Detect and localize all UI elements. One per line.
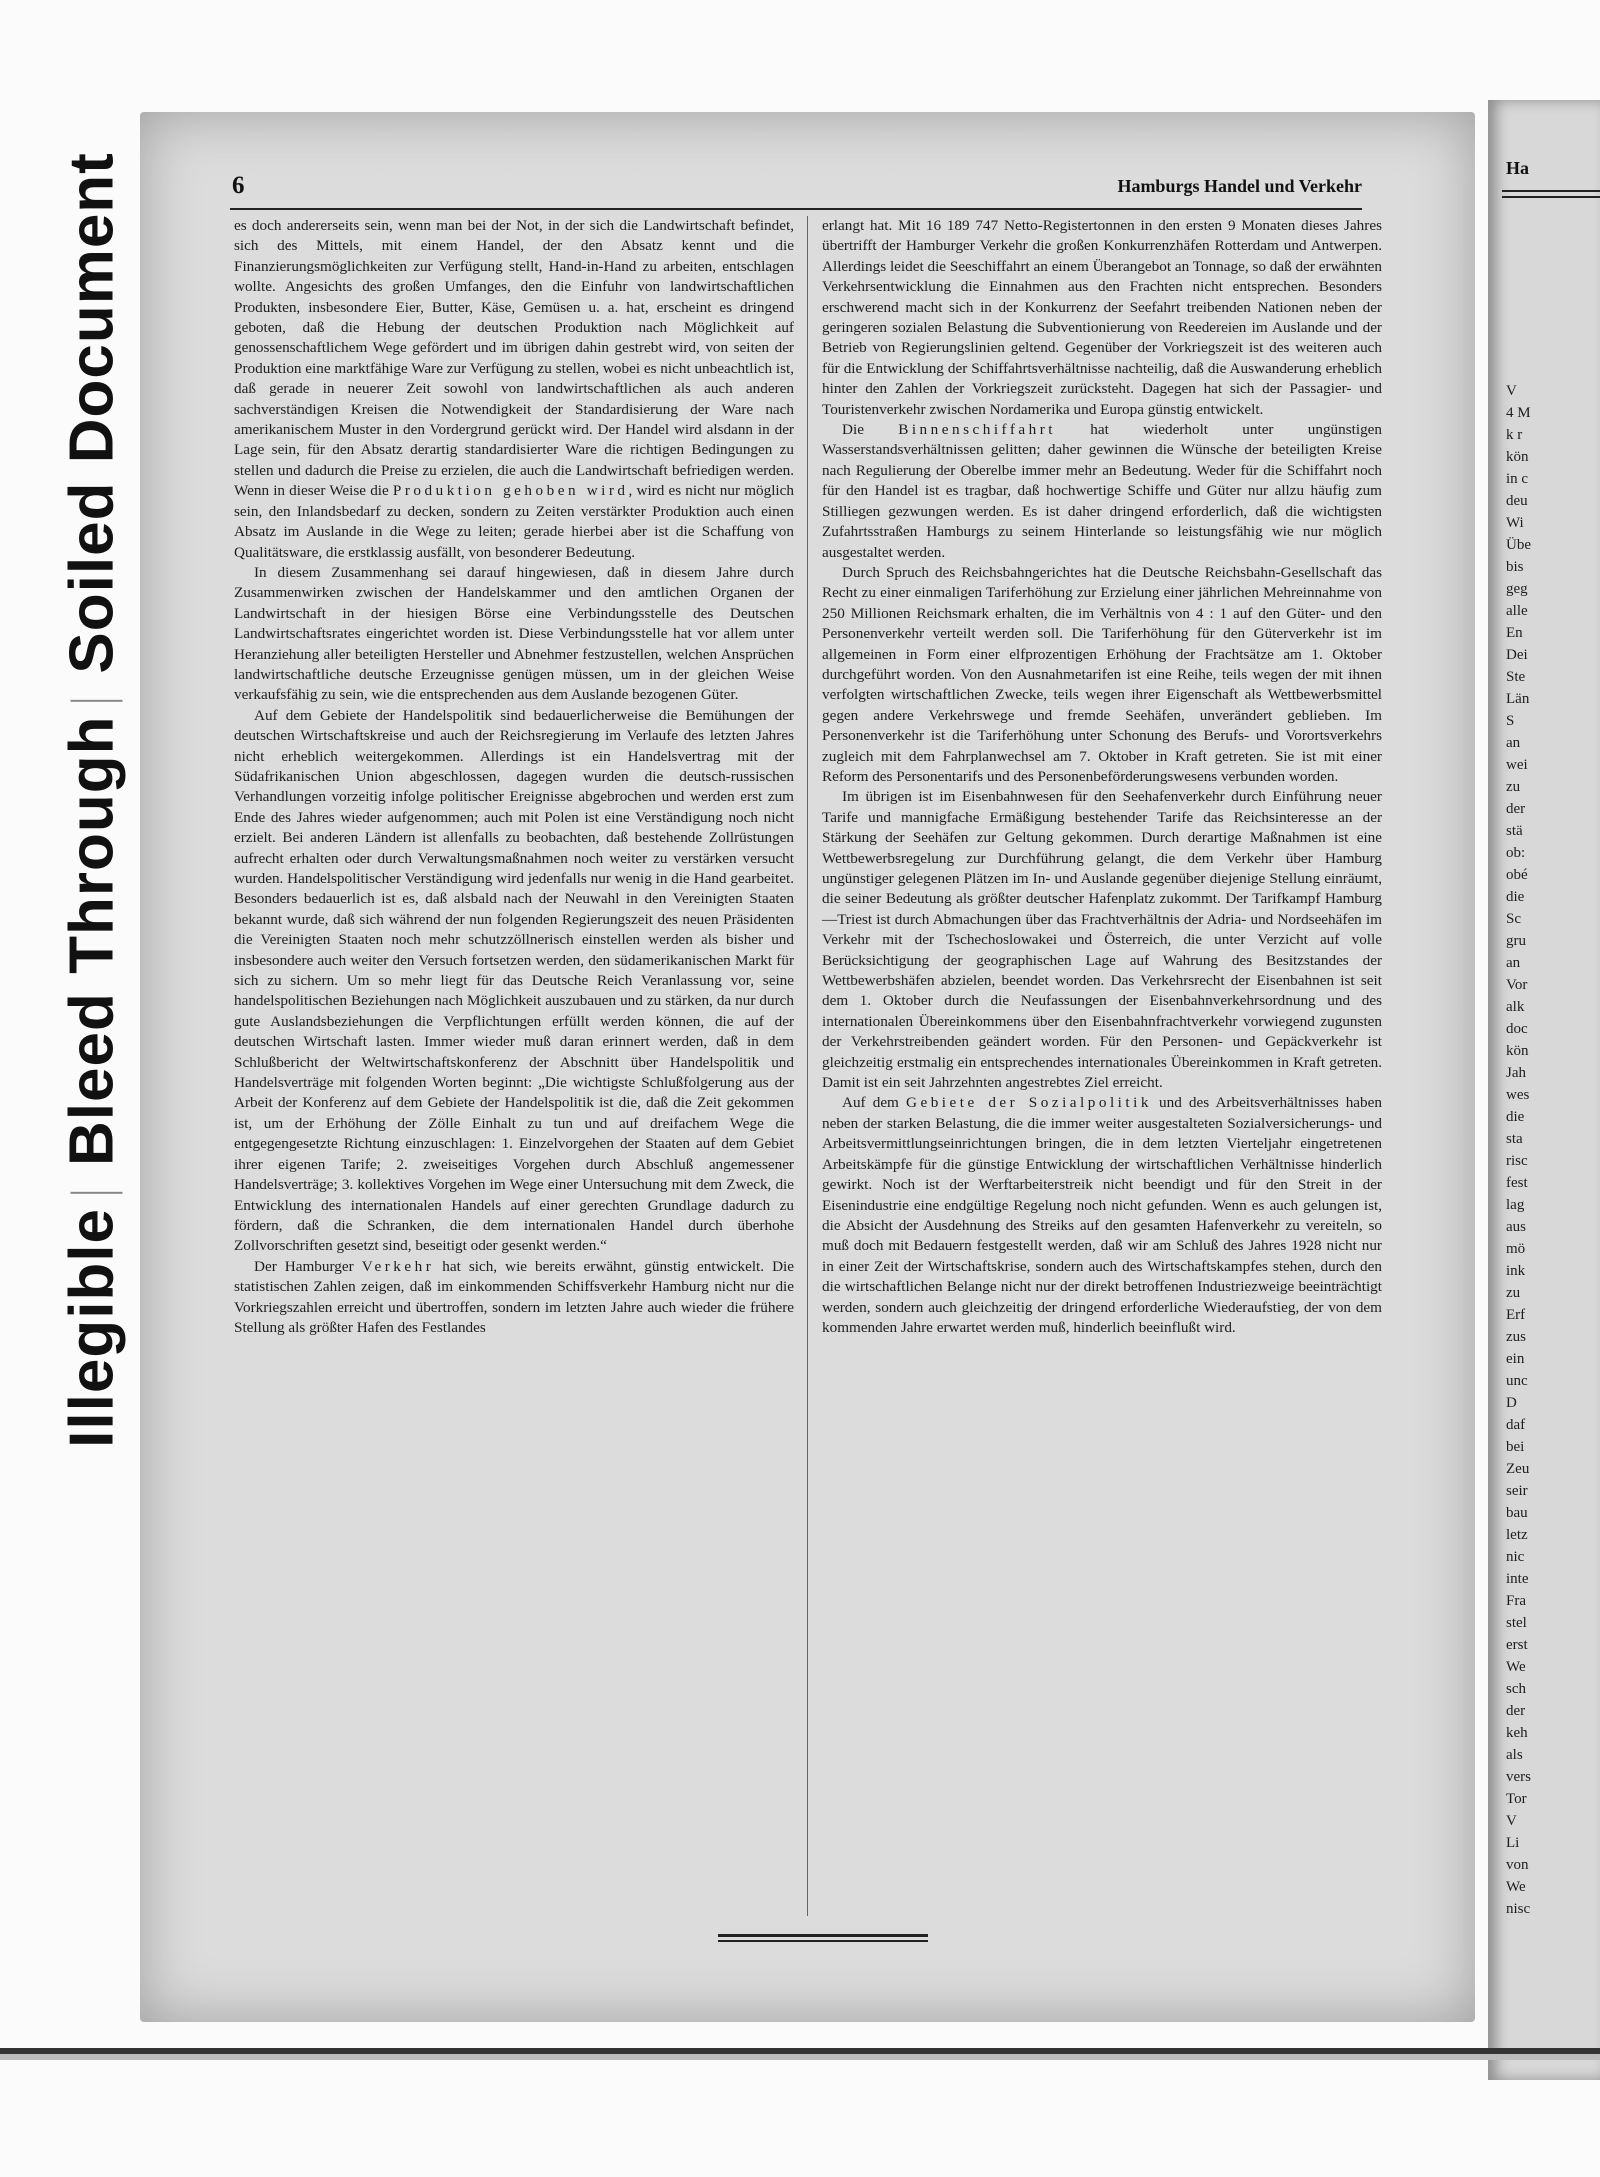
page-number: 6 — [232, 172, 245, 199]
adjacent-line-fragment: inte — [1506, 1571, 1529, 1587]
adjacent-line-fragment: alle — [1506, 603, 1528, 619]
adjacent-line-fragment: geg — [1506, 581, 1528, 597]
adjacent-line-fragment: der — [1506, 1703, 1526, 1719]
paragraph — [822, 420, 1382, 563]
adjacent-line-fragment: kön — [1506, 1043, 1529, 1059]
adjacent-line-fragment: die — [1506, 889, 1525, 905]
adjacent-line-fragment: Vor — [1506, 977, 1528, 993]
adjacent-line-fragment: ob: — [1506, 845, 1526, 861]
adjacent-line-fragment: erst — [1506, 1637, 1528, 1653]
paragraph — [822, 1093, 1382, 1338]
label-separator — [70, 688, 122, 702]
adjacent-line-fragment: We — [1506, 1879, 1526, 1895]
adjacent-line-fragment: Dei — [1506, 647, 1528, 663]
paragraph-text: Auf dem — [842, 1094, 899, 1112]
adjacent-line-fragment: vers — [1506, 1769, 1531, 1785]
adjacent-line-fragment: obé — [1506, 867, 1528, 883]
adjacent-page-edge — [1488, 100, 1600, 2080]
adjacent-line-fragment: Sc — [1506, 911, 1521, 927]
quality-labels — [57, 152, 128, 1448]
paragraph-text: Die — [842, 421, 864, 439]
end-rule — [718, 1934, 928, 1937]
paragraph-text: hat wiederholt unter ungünstigen Wasserstandsverhältnissen gelitten; daher gewinnen die Wünsche der beteiligten Kreise nach Regulierung der Oberelbe immer mehr an Bedeutung. Weder für die Schiffahrt noch für den Handel ist es tragbar, daß hochwertige Schiffe und Güter nur allzu häufig zum Stilliegen gezwungen werden. Es ist daher dringend erforderlich, daß die wichtigsten Zufahrtsstraßen Hamburgs zu seinem Hinterlande so leistungsfähig wie nur möglich ausgestaltet werden. — [822, 421, 1382, 561]
adjacent-line-fragment: nic — [1506, 1549, 1525, 1565]
adjacent-line-fragment: bau — [1506, 1505, 1528, 1521]
adjacent-line-fragment: zus — [1506, 1329, 1526, 1345]
adjacent-line-fragment: fest — [1506, 1175, 1528, 1191]
adjacent-line-fragment: gru — [1506, 933, 1526, 949]
adjacent-line-fragment: risc — [1506, 1153, 1528, 1169]
paragraph-text: Der Hamburger — [254, 1257, 354, 1275]
label-separator — [70, 1180, 122, 1194]
adjacent-line-fragment: k r — [1506, 427, 1523, 443]
column-divider — [807, 216, 808, 1916]
end-rule — [718, 1940, 928, 1942]
soiled-document-label: Soiled Document — [57, 152, 127, 674]
adjacent-line-fragment: zu — [1506, 779, 1521, 795]
document-page — [140, 112, 1475, 2022]
adjacent-line-fragment: in c — [1506, 471, 1529, 487]
paragraph: erlangt hat. Mit 16 189 747 Netto-Registertonnen in den ersten 9 Monaten dieses Jahres übertrifft der Hamburger Verkehr die großen Konkurrenzhäfen Rotterdam und Antwerpen. Allerdings leidet die Seeschiffahrt an einem Überangebot an Tonnage, so daß der erwähnten Verkehrsentwicklung die Einnahmen aus den Frachten nicht entsprechen. Besonders erschwerend macht sich in der Konkurrenz der Seefahrt treibenden Nationen neben der geringeren sozialen Belastung die Subventionierung von Reedereien im Auslande und der Betrieb von Regierungslinien geltend. Gegenüber der Vorkriegszeit ist des weiteren auch für die Entwicklung der Schiffahrtsverhältnisse nachteilig, daß die Auswanderung erheblich hinter den Zahlen der Vorkriegszeit zurücksteht. Dagegen hat sich der Passagier- und Touristenverkehr zwischen Nordamerika und Europa günstig entwickelt. — [822, 217, 1382, 418]
quality-banner — [40, 120, 145, 1460]
adjacent-line-fragment: als — [1506, 1747, 1523, 1763]
adjacent-line-fragment: an — [1506, 955, 1521, 971]
adjacent-line-fragment: wes — [1506, 1087, 1530, 1103]
paragraph-text: hat sich, wie bereits erwähnt, günstig entwickelt. Die statistischen Zahlen zeigen, daß im einkommenden Schiffsverkehr Hamburg nicht nur die Vorkriegszahlen erreicht und übertroffen, sondern im letzten Jahre auch wieder die frühere Stellung als größter Hafen des Festlandes — [234, 1257, 795, 1336]
adjacent-line-fragment: keh — [1506, 1725, 1528, 1741]
illegible-label: Illegible — [57, 1207, 127, 1448]
left-column — [234, 216, 794, 1338]
paragraph: Durch Spruch des Reichsbahngerichtes hat die Deutsche Reichsbahn-Gesellschaft das Recht zu einer einmaligen Tariferhöhung zur Erzielung einer jährlichen Mehreinnahme von 250 Millionen Reichsmark erhalten, die im Verhältnis von 4 : 1 auf den Güter- und den Personenverkehr verteilt werden soll. Die Tariferhöhung für den Güterverkehr ist im allgemeinen in Form einer elfprozentigen Erhöhung der Frachtsätze am 1. Oktober durchgeführt worden. Von den Ausnahmetarifen ist eine Reihe, teils wegen der mit ihnen verfolgten wirtschaftlichen Zwecke, teils wegen ihrer Eigenschaft als Wettbewerbsmittel gegen andere Verkehrswege und fremde Seehäfen, unverändert geblieben. Im Personenverkehr ist die Tariferhöhung unter Schonung des Berufs- und Vorortsverkehrs zugleich mit dem Fahrplanwechsel am 7. Oktober in Kraft getreten. Sie ist mit einer Reform des Personentarifs und des Personenbeförderungswesens verbunden worden. — [822, 563, 1382, 785]
adjacent-line-fragment: S — [1506, 713, 1515, 729]
adjacent-line-fragment: Wi — [1506, 515, 1524, 531]
adjacent-line-fragment: Li — [1506, 1835, 1520, 1851]
adjacent-line-fragment: stel — [1506, 1615, 1527, 1631]
adjacent-line-fragment: Tor — [1506, 1791, 1527, 1807]
adjacent-line-fragment: die — [1506, 1109, 1525, 1125]
paragraph — [234, 1257, 794, 1339]
paragraph: Auf dem Gebiete der Handelspolitik sind bedauerlicherweise die Bemühungen der deutschen Wirtschaftskreise und auch der Reichsregierung im Verlaufe des letzten Jahres nicht erheblich weitergekommen. Allerdings ist ein Handelsvertrag mit der Südafrikanischen Union abgeschlossen, dagegen wurden die deutsch-russischen Verhandlungen vorzeitig infolge politischer Ereignisse abgebrochen und werden erst zum Ende des Jahres wieder aufgenommen; auch mit Polen ist eine Verständigung noch nicht erzielt. Bei anderen Ländern ist allenfalls zu beobachten, daß bestehende Zollrüstungen aufrecht erhalten oder durch Verwaltungsmaßnahmen noch weiter zu verstärken versucht wurden. Handelspolitischer Verständigung wird jedenfalls nur wenig in die Hand gearbeitet. Besonders bedauerlich ist es, daß alsbald nach der Neuwahl in den Vereinigten Staaten bekannt wurde, daß sich während der nun folgenden Regierungszeit des neuen Präsidenten die Vereinigten Staaten noch mehr schutzzöllnerisch einstellen werden als bisher und insbesondere auch weiter den Versuch fortsetzen werden, den südamerikanischen Markt für sich zu sichern. Um so mehr liegt für das Deutsche Reich Veranlassung vor, seine handelspolitischen Beziehungen nach Möglichkeit auszubauen und zu stärken, da nur durch gute Auslandsbeziehungen die Verpflichtungen erfüllt werden können, die auf der deutschen Wirtschaft lasten. Immer wieder muß daran erinnert werden, daß in dem Schlußbericht der Weltwirtschaftskonferenz der Abschnitt über Handelspolitik und Handelsverträge mit folgenden Worten beginnt: „Die wichtigste Schlußfolgerung aus der Arbeit der Konferenz auf dem Gebiete der Handelspolitik ist die, daß die Zeit gekommen ist, um der Erhöhung der Zölle Einhalt zu tun und auf dreifachem Wege die entgegengesetzte Richtung einzuschlagen: 1. Einzelvorgehen der Staaten auf dem Gebiet ihrer eigenen Tarife; 2. zweiseitiges Vorgehen durch Abschluß angemessener Handelsverträge; 3. kollektives Vorgehen im Wege einer Untersuchung mit dem Zweck, die Entwicklung des internationalen Handels auf einer gerechten Grundlage dadurch zu fördern, daß die Schranken, die dem internationalen Handel durch überhohe Zollvorschriften gesetzt sind, beseitigt oder gesenkt werden.“ — [234, 706, 794, 1255]
scanner-edge-shadow — [0, 2054, 1600, 2060]
adjacent-line-fragment: 4 M — [1506, 405, 1531, 421]
adjacent-line-fragment: Zeu — [1506, 1461, 1530, 1477]
adjacent-line-fragment: daf — [1506, 1417, 1526, 1433]
adjacent-line-fragment: Fra — [1506, 1593, 1526, 1609]
adjacent-line-fragment: deu — [1506, 493, 1528, 509]
paragraph: Im übrigen ist im Eisenbahnwesen für den Seehafenverkehr durch Einführung neuer Tarife und mannigfache Ermäßigung bestehender Tarife das Reichsinteresse an der Stärkung der Seehäfen zur Geltung gekommen. Durch derartige Maßnahmen ist eine Wettbewerbsregelung zur Durchführung gelangt, die dem Verkehr über Hamburg ungünstiger gelegenen Plätzen im In- und Auslande gegenüber diejenige Stellung einräumt, die seiner Bedeutung als größter deutscher Hafenplatz zukommt. Der Tarifkampf Hamburg—Triest ist durch Abmachungen über das Frachtverhältnis der Adria- und Nordseehäfen im Verkehr mit der Tschechoslowakei und Österreich, die unter Verzicht auf volle Berücksichtigung der geographischen Lage auf Wahrung des Besitzstandes der Wettbewerbshäfen abzielen, beendet worden. Das Verkehrsrecht der Eisenbahnen ist seit dem 1. Oktober durch die Neufassungen der Eisenbahnverkehrsordnung und des internationalen Übereinkommens über den Eisenbahnfrachtverkehr vorwiegend zugunsten der Verkehrstreibenden geändert worden. Für den Personen- und Gepäckverkehr ist gleichzeitig erstmalig ein entsprechendes internationales Übereinkommen in Kraft getreten. Damit ist ein seit Jahrzehnten angestrebtes Ziel erreicht. — [822, 788, 1382, 1092]
adjacent-line-fragment: bei — [1506, 1439, 1525, 1455]
spaced-emphasis: Produktion gehoben wird — [392, 482, 629, 500]
adjacent-line-fragment: seir — [1506, 1483, 1528, 1499]
adjacent-line-fragment: lag — [1506, 1197, 1525, 1213]
adjacent-line-fragment: V — [1506, 383, 1517, 399]
adjacent-line-fragment: sch — [1506, 1681, 1526, 1697]
adjacent-line-fragment: D — [1506, 1395, 1517, 1411]
adjacent-line-fragment: mö — [1506, 1241, 1526, 1257]
adjacent-line-fragment: Erf — [1506, 1307, 1526, 1323]
bleed-through-label: Bleed Through — [57, 715, 127, 1166]
adjacent-line-fragment: Län — [1506, 691, 1530, 707]
adjacent-header-rule — [1502, 196, 1600, 198]
spaced-emphasis: Binnenschiffahrt — [898, 421, 1056, 439]
header-rule — [230, 208, 1362, 210]
paragraph: In diesem Zusammenhang sei darauf hingewiesen, daß in diesem Jahre durch Zusammenwirken zwischen der Handelskammer und den amtlichen Organen der Landwirtschaft in der hiesigen Börse eine Verbindungsstelle des Deutschen Landwirtschaftsrates eingerichtet worden ist. Diese Verbindungsstelle hat vor allem unter Heranziehung aller beteiligten Hersteller und Abnehmer festzustellen, welchen Ansprüchen landwirtschaftliche deutsche Erzeugnisse genügen müssen, um in der gleichen Weise verkaufsfähig zu sein, wie die entsprechenden aus dem Auslande bezogenen Güter. — [234, 563, 794, 704]
adjacent-line-fragment: doc — [1506, 1021, 1528, 1037]
adjacent-line-fragment: aus — [1506, 1219, 1526, 1235]
adjacent-line-fragment: nisc — [1506, 1901, 1531, 1917]
paragraph-text: und des Arbeitsverhältnisses haben neben der starken Belastung, die die immer weiter ausgestalteten Sozialversicherungs- und Arbeitsvermittlungseinrichtungen bringen, die in dem letzten Vierteljahr eingetretenen Arbeitskämpfe für die günstige Entwicklung der wirtschaftlichen Verhältnisse hinderlich gewirkt. Noch ist der Werftarbeiterstreik nicht beendigt und für den Streit in der Eisenindustrie eine endgültige Regelung noch nicht gefunden. Wenn es auch gelungen ist, die Absicht der Ausdehnung des Streiks auf den gesamten Hafenverkehr zu vereiteln, so muß doch mit Bedauern festgestellt werden, daß wir am Schluß des Jahres 1928 nicht nur in einer Zeit der Wirtschaftskrise, sondern auch des Wirtschaftskampfes stehen, durch den die wirtschaftlichen Belange nicht nur der direkt betroffenen Industriezweige beeinträchtigt werden, sondern auch gleichzeitig der dringend erforderliche Wiederaufstieg, der von dem kommenden Jahre erwartet werden muß, hinderlich beeinflußt wird. — [822, 1094, 1382, 1336]
running-head: Hamburgs Handel und Verkehr — [1117, 176, 1362, 196]
paragraph-text: , wird es nicht nur möglich sein, den Inlandsbedarf zu decken, sondern zu Zeiten verstärkter Produktion auch einen Absatz im Auslande in die Wege zu leiten; gerade hierbei aber ist die Schaffung von Qualitätsware, die erstklassig ausfällt, von besonderer Bedeutung. — [234, 482, 794, 561]
paragraph-text: es doch andererseits sein, wenn man bei der Not, in der sich die Landwirtschaft befindet, sich des Mittels, mit einem Handel, der den Absatz kennt und die Finanzierungsmöglichkeiten zur Verfügung stellt, Hand-in-Hand zu arbeiten, entschlagen wollte. Angesichts des großen Umfanges, den die Einfuhr von landwirtschaftlichen Produkten, insbesondere Eier, Butter, Käse, Gemüsen u. a. hat, erscheint es dringend geboten, daß die Hebung der deutschen Produktion nach Möglichkeit auf genossenschaftlichem Wege gefördert und im übrigen dahin gestrebt wird, von seiten der Produktion eine marktfähige Ware zur Verfügung zu stellen, wobei es nicht unbeachtlich ist, daß gerade in neuerer Zeit sowohl von landwirtschaftlichen als auch anderen sachverständigen Kreisen die Notwendigkeit der Standardisierung der Ware nach amerikanischem Muster in den Vordergrund gerückt wird. Der Handel wird alsdann in der Lage sein, für den Absatz derartig standardisierter Ware die richtigen Bedingungen zu stellen und dadurch die Preise zu erzielen, die auch die Landwirtschaft befriedigen werden. Wenn in dieser Weise die — [234, 217, 794, 500]
adjacent-line-fragment: unc — [1506, 1373, 1528, 1389]
adjacent-line-fragment: von — [1506, 1857, 1529, 1873]
adjacent-text-fragments — [1506, 380, 1531, 1920]
adjacent-line-fragment: ink — [1506, 1263, 1526, 1279]
adjacent-header-rule — [1502, 190, 1600, 192]
adjacent-line-fragment: Ste — [1506, 669, 1526, 685]
adjacent-line-fragment: Jah — [1506, 1065, 1526, 1081]
adjacent-running-head: Ha — [1506, 158, 1530, 178]
adjacent-line-fragment: En — [1506, 625, 1523, 641]
adjacent-line-fragment: alk — [1506, 999, 1525, 1015]
adjacent-line-fragment: letz — [1506, 1527, 1528, 1543]
adjacent-line-fragment: der — [1506, 801, 1526, 817]
adjacent-line-fragment: V — [1506, 1813, 1517, 1829]
adjacent-line-fragment: bis — [1506, 559, 1524, 575]
paragraph — [234, 216, 794, 563]
adjacent-line-fragment: kön — [1506, 449, 1529, 465]
right-column — [822, 216, 1382, 1338]
adjacent-line-fragment: ein — [1506, 1351, 1525, 1367]
adjacent-line-fragment: We — [1506, 1659, 1526, 1675]
adjacent-line-fragment: stä — [1506, 823, 1523, 839]
spaced-emphasis: Verkehr — [361, 1257, 435, 1275]
spaced-emphasis: Gebiete der Sozialpolitik — [905, 1094, 1152, 1112]
adjacent-line-fragment: wei — [1506, 757, 1528, 773]
adjacent-line-fragment: an — [1506, 735, 1521, 751]
adjacent-line-fragment: sta — [1506, 1131, 1523, 1147]
adjacent-line-fragment: zu — [1506, 1285, 1521, 1301]
page-header — [232, 172, 1362, 206]
adjacent-line-fragment: Übe — [1506, 537, 1531, 553]
